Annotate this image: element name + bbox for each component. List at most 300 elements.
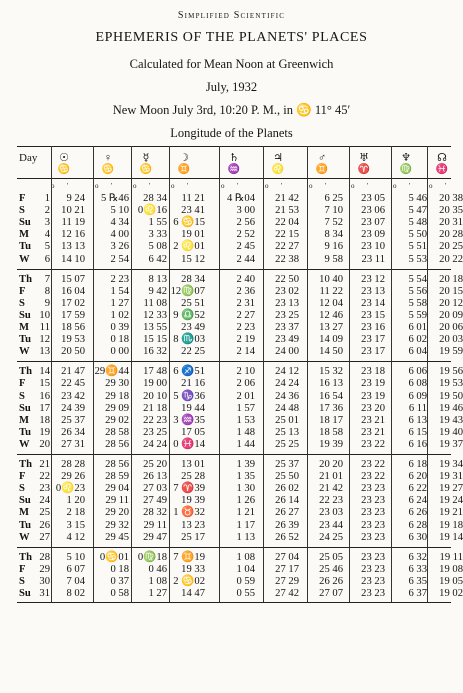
planet-cell: 26 52: [275, 531, 299, 543]
planet-cell: 10 40: [319, 273, 343, 285]
column-header-6: [307, 152, 337, 176]
planet-cell: 6 16: [408, 438, 427, 450]
planet-cell: 18 56: [61, 322, 85, 333]
planet-cell: 26 14: [275, 495, 299, 507]
planet-cell: 28 58: [105, 426, 129, 438]
planet-cell: 0 18: [110, 334, 129, 346]
planet-cell: 23 22: [361, 459, 385, 470]
column-header-3: [169, 152, 199, 176]
planet-cell: 23 49: [275, 334, 299, 346]
planet-cell: 23 03: [319, 507, 343, 519]
planet-cell: 12 33: [143, 309, 167, 321]
planet-cell: 27 03: [143, 483, 167, 495]
planet-cell: 28 32: [143, 507, 167, 519]
zodiac-sign-icon: ♒: [227, 164, 241, 175]
planet-cell: 3 26: [110, 241, 129, 253]
planet-cell: 1 17: [236, 519, 255, 531]
planet-cell: 14 47: [181, 588, 205, 599]
planet-cell: 0 55: [236, 588, 255, 599]
planet-cell: 19 31: [439, 471, 463, 483]
planet-cell: 20 28: [439, 229, 463, 241]
planet-cell: 24 36: [275, 390, 299, 402]
planet-cell: 9 42: [148, 285, 167, 297]
weekday-cell: S: [19, 390, 25, 402]
planet-cell: 6 ♋15: [173, 217, 205, 229]
planet-cell: 19 08: [439, 563, 463, 575]
planet-cell: 12 46: [319, 309, 343, 321]
planet-cell: 6 08: [408, 378, 427, 390]
planet-cell: 26 26: [319, 575, 343, 587]
planet-cell: 1 26: [236, 495, 255, 507]
planet-symbol-icon: ♆: [401, 152, 411, 164]
weekday-cell: Tu: [19, 334, 31, 346]
planet-cell: 29 26: [61, 471, 85, 483]
planet-cell: 27 17: [275, 563, 299, 575]
planet-cell: 6 ♐51: [173, 366, 205, 378]
planet-cell: 22 50: [275, 273, 299, 285]
unit-mark: ': [445, 182, 447, 190]
planet-cell: 22 15: [275, 229, 299, 241]
date-cell: 28: [39, 551, 50, 563]
table-row: [17, 414, 463, 427]
planet-cell: 24 39: [61, 402, 85, 414]
planet-cell: 23 15: [361, 309, 385, 321]
unit-mark: ': [367, 182, 369, 190]
planet-cell: 24 48: [275, 402, 299, 414]
unit-mark: ': [281, 182, 283, 190]
planet-cell: 7 ♈39: [173, 483, 205, 495]
planet-cell: 22 38: [275, 253, 299, 265]
planet-cell: 2 10: [236, 366, 255, 378]
planet-cell: 17 05: [181, 426, 205, 438]
planet-cell: 5 10: [66, 551, 85, 563]
subtitle: Calculated for Mean Noon at Greenwich: [129, 57, 334, 71]
planet-cell: 5 08: [148, 241, 167, 253]
planet-cell: 21 42: [275, 193, 299, 204]
weekday-cell: S: [19, 205, 25, 217]
planet-cell: 11 21: [181, 193, 205, 204]
week-divider: [17, 454, 451, 455]
table-row: [17, 273, 463, 286]
planet-cell: 2 01: [236, 390, 255, 402]
planet-cell: 8 ♏03: [173, 334, 205, 346]
table-row: [17, 551, 463, 564]
planet-cell: 19 21: [439, 507, 463, 519]
date-cell: 24: [39, 495, 50, 507]
zodiac-sign-icon: ♈: [357, 164, 371, 175]
planet-cell: 27 04: [275, 551, 299, 563]
column-header-9: [427, 152, 457, 176]
date-cell: 31: [39, 588, 50, 599]
weekday-cell: F: [19, 471, 26, 483]
date-cell: 26: [39, 519, 50, 531]
planet-cell: 5 59: [408, 309, 427, 321]
planet-cell: 1 04: [236, 563, 255, 575]
planet-cell: 29 04: [105, 483, 129, 495]
weekday-cell: Th: [19, 459, 32, 470]
planet-cell: 28 34: [143, 193, 167, 204]
planet-cell: 4 12: [66, 531, 85, 543]
unit-mark: o: [171, 182, 175, 190]
planet-cell: 8 02: [66, 588, 85, 599]
planet-cell: 25 17: [181, 531, 205, 543]
date-cell: 29: [39, 563, 50, 575]
unit-mark: o: [309, 182, 313, 190]
weekday-cell: Th: [19, 366, 32, 378]
planet-cell: 2 ♋02: [173, 575, 205, 587]
planet-cell: 23 23: [361, 575, 385, 587]
planet-cell: 19 43: [439, 414, 463, 426]
planet-cell: 27 42: [275, 588, 299, 599]
planet-cell: 2 ♌01: [173, 241, 205, 253]
unit-mark: ': [187, 182, 189, 190]
column-header-8: [391, 152, 421, 176]
weekday-cell: Su: [19, 495, 31, 507]
date-cell: 6: [44, 253, 50, 265]
planet-cell: 22 27: [275, 241, 299, 253]
planet-cell: 23 19: [361, 390, 385, 402]
table-row: [17, 563, 463, 576]
table-row: [17, 402, 463, 415]
unit-mark: ': [325, 182, 327, 190]
planet-cell: 22 04: [275, 217, 299, 229]
planet-cell: 29♊44: [94, 366, 129, 378]
table-row: [17, 285, 463, 298]
planet-cell: 28 56: [105, 459, 129, 470]
planet-cell: 5 ♑36: [173, 390, 205, 402]
weekday-cell: S: [19, 483, 25, 495]
planet-cell: 5 46: [408, 193, 427, 204]
table-row: [17, 297, 463, 310]
zodiac-sign-icon: ♊: [177, 164, 191, 175]
planet-cell: 15 15: [143, 334, 167, 346]
planet-cell: 23 25: [275, 309, 299, 321]
planet-cell: 24 24: [143, 438, 167, 450]
planet-cell: 26 27: [275, 507, 299, 519]
planet-cell: 1 35: [236, 471, 255, 483]
planet-cell: 23 23: [361, 495, 385, 507]
planet-cell: 20 12: [439, 297, 463, 309]
planet-cell: 0 58: [110, 588, 129, 599]
table-row: [17, 241, 463, 253]
weekday-cell: M: [19, 507, 29, 519]
planet-cell: 23 22: [361, 471, 385, 483]
planet-cell: 6 20: [408, 471, 427, 483]
planet-cell: 5 56: [408, 285, 427, 297]
planet-cell: 23 17: [361, 334, 385, 346]
planet-cell: 23 16: [361, 322, 385, 333]
planet-cell: 8 13: [148, 273, 167, 285]
planet-cell: 25 01: [275, 414, 299, 426]
planet-cell: 23 11: [361, 253, 385, 265]
planet-cell: 23 20: [361, 402, 385, 414]
planet-cell: 21 53: [275, 205, 299, 217]
planet-cell: 12 04: [319, 297, 343, 309]
planet-cell: 7 52: [324, 217, 343, 229]
table-row: [17, 334, 463, 346]
month-label: July, 1932: [205, 80, 258, 94]
planet-cell: 17 02: [61, 297, 85, 309]
planet-cell: 8 34: [324, 229, 343, 241]
table-row: [17, 471, 463, 483]
planet-cell: 25 50: [275, 471, 299, 483]
planet-cell: 19 37: [439, 438, 463, 450]
planet-cell: 9 16: [324, 241, 343, 253]
date-cell: 3: [44, 217, 50, 229]
planet-cell: 25 13: [275, 426, 299, 438]
planet-cell: 1 53: [236, 414, 255, 426]
column-separator: [51, 146, 52, 602]
column-separator: [427, 146, 428, 602]
planet-cell: 19 39: [319, 438, 343, 450]
planet-cell: 5 10: [110, 205, 129, 217]
planet-cell: 2 27: [236, 309, 255, 321]
planet-cell: 1 27: [148, 588, 167, 599]
planet-cell: 19 33: [181, 563, 205, 575]
unit-mark: ': [237, 182, 239, 190]
planet-cell: 23 23: [361, 531, 385, 543]
planet-cell: 5 ℞46: [100, 193, 129, 204]
planet-cell: 6 22: [408, 483, 427, 495]
planet-cell: 2 44: [236, 253, 255, 265]
table-bottom-rule: [17, 602, 451, 603]
weekday-cell: M: [19, 414, 29, 426]
weekday-cell: S: [19, 297, 25, 309]
planet-cell: 6 42: [148, 253, 167, 265]
date-cell: 17: [39, 402, 50, 414]
unit-mark: o: [351, 182, 355, 190]
planet-cell: 2 18: [66, 507, 85, 519]
planet-cell: 22 23: [319, 495, 343, 507]
planet-cell: 1 54: [110, 285, 129, 297]
planet-cell: 13 01: [181, 459, 205, 470]
planet-cell: 6 32: [408, 551, 427, 563]
date-cell: 1: [44, 193, 50, 204]
planet-cell: 23 23: [361, 588, 385, 599]
column-separator: [307, 146, 308, 602]
planet-cell: 20 25: [439, 241, 463, 253]
planet-cell: 25 37: [61, 414, 85, 426]
planet-cell: 25 46: [319, 563, 343, 575]
day-column-header: Day: [19, 152, 38, 164]
table-row: [17, 483, 463, 495]
planet-cell: 25 37: [275, 459, 299, 470]
table-row: [17, 390, 463, 403]
planet-cell: 23 17: [361, 346, 385, 358]
date-cell: 12: [39, 334, 50, 346]
planet-cell: 6 06: [408, 366, 427, 378]
weekday-cell: Tu: [19, 519, 31, 531]
planet-cell: 19 34: [439, 459, 463, 470]
planet-cell: 10 21: [61, 205, 85, 217]
date-cell: 30: [39, 575, 50, 587]
planet-cell: 13 13: [61, 241, 85, 253]
planet-cell: 23 07: [361, 217, 385, 229]
planet-cell: 6 30: [408, 531, 427, 543]
planet-cell: 23 23: [361, 519, 385, 531]
planet-cell: 1 20: [66, 495, 85, 507]
planet-cell: 25 25: [275, 438, 299, 450]
weekday-cell: Th: [19, 551, 32, 563]
planet-cell: 0 39: [110, 322, 129, 333]
column-header-7: [349, 152, 379, 176]
planet-cell: 26 34: [61, 426, 85, 438]
zodiac-sign-icon: ♋: [139, 164, 153, 175]
planet-cell: 20 20: [319, 459, 343, 470]
planet-cell: 6 37: [408, 588, 427, 599]
planet-cell: 2 52: [236, 229, 255, 241]
planet-cell: 1 48: [236, 426, 255, 438]
table-row: [17, 217, 463, 229]
table-row: [17, 366, 463, 378]
planet-cell: 1 02: [110, 309, 129, 321]
planet-cell: 19 40: [439, 426, 463, 438]
planet-cell: 1 21: [236, 507, 255, 519]
planet-cell: 6 24: [408, 495, 427, 507]
date-cell: 25: [39, 507, 50, 519]
unit-mark: ': [409, 182, 411, 190]
planet-cell: 23 13: [361, 285, 385, 297]
planet-cell: 4 34: [110, 217, 129, 229]
column-header-4: [219, 152, 249, 176]
planet-cell: 19 00: [143, 378, 167, 390]
planet-cell: 5 54: [408, 273, 427, 285]
weekday-cell: Su: [19, 588, 31, 599]
planet-cell: 24 24: [275, 378, 299, 390]
planet-cell: 29 02: [105, 414, 129, 426]
table-row: [17, 309, 463, 322]
page-title: EPHEMERIS OF THE PLANETS' PLACES: [95, 30, 368, 45]
planet-cell: 23 23: [361, 563, 385, 575]
planet-cell: 6 11: [408, 402, 427, 414]
planet-cell: 19 59: [439, 346, 463, 358]
planet-cell: 29 32: [105, 519, 129, 531]
date-cell: 5: [44, 241, 50, 253]
planet-cell: 22 45: [61, 378, 85, 390]
planet-cell: 29 11: [143, 519, 167, 531]
unit-mark: ': [111, 182, 113, 190]
planet-cell: 27 07: [319, 588, 343, 599]
planet-cell: 5 47: [408, 205, 427, 217]
table-row: [17, 575, 463, 588]
planet-cell: 5 58: [408, 297, 427, 309]
planet-cell: 3 15: [66, 519, 85, 531]
planet-cell: 0 46: [148, 563, 167, 575]
planet-cell: 2 45: [236, 241, 255, 253]
planet-cell: 1 44: [236, 438, 255, 450]
planet-cell: 19 14: [439, 531, 463, 543]
zodiac-sign-icon: ♍: [399, 164, 413, 175]
unit-mark: o: [393, 182, 397, 190]
weekday-cell: F: [19, 378, 26, 390]
planet-cell: 23 23: [361, 551, 385, 563]
column-separator: [131, 146, 132, 602]
planet-cell: 20 06: [439, 322, 463, 333]
planet-cell: 2 31: [236, 297, 255, 309]
planet-cell: 17 48: [143, 366, 167, 378]
weekday-cell: Tu: [19, 426, 31, 438]
planet-cell: 23 42: [61, 390, 85, 402]
weekday-cell: S: [19, 575, 25, 587]
planet-cell: 21 16: [181, 378, 205, 390]
planet-cell: 0 18: [110, 563, 129, 575]
planet-cell: 21 01: [319, 471, 343, 483]
table-row: [17, 229, 463, 241]
column-header-1: [93, 152, 123, 176]
planet-cell: 13 55: [143, 322, 167, 333]
planet-cell: 28 34: [181, 273, 205, 285]
planet-cell: 1 30: [236, 483, 255, 495]
planet-symbol-icon: ♄: [229, 152, 239, 164]
planet-cell: 23 13: [275, 297, 299, 309]
date-cell: 9: [44, 297, 50, 309]
planet-cell: 1 57: [236, 402, 255, 414]
weekday-cell: F: [19, 193, 26, 204]
planet-cell: 24 25: [319, 531, 343, 543]
planet-cell: 5 50: [408, 229, 427, 241]
table-row: [17, 495, 463, 507]
planet-cell: 25 28: [181, 471, 205, 483]
planet-cell: 19 39: [181, 495, 205, 507]
planet-cell: 17 59: [61, 309, 85, 321]
planet-cell: 6 07: [66, 563, 85, 575]
table-row: [17, 426, 463, 439]
planet-cell: 23 49: [181, 322, 205, 333]
table-row: [17, 459, 463, 471]
planet-cell: 20 22: [439, 253, 463, 265]
planet-cell: 23 21: [361, 414, 385, 426]
planet-cell: 2 56: [236, 217, 255, 229]
date-cell: 27: [39, 531, 50, 543]
planet-cell: 29 20: [105, 507, 129, 519]
date-cell: 11: [39, 322, 50, 333]
unit-mark: o: [133, 182, 137, 190]
planet-cell: 2 40: [236, 273, 255, 285]
table-header-rule: [17, 178, 451, 179]
planet-cell: 19 56: [439, 366, 463, 378]
planet-cell: 1 ♉32: [173, 507, 205, 519]
table-row: [17, 378, 463, 390]
planet-cell: 9 58: [324, 253, 343, 265]
planet-cell: 6 35: [408, 575, 427, 587]
unit-mark: o: [265, 182, 269, 190]
planet-cell: 15 07: [61, 273, 85, 285]
date-cell: 23: [39, 483, 50, 495]
planet-cell: 12 16: [61, 229, 85, 241]
planet-cell: 16 32: [143, 346, 167, 358]
planet-symbol-icon: ☊: [437, 152, 447, 164]
planet-cell: 0♍18: [137, 551, 167, 563]
planet-cell: 0 00: [110, 346, 129, 358]
planet-cell: 26 13: [143, 471, 167, 483]
weekday-cell: F: [19, 563, 26, 575]
table-row: [17, 346, 463, 358]
planet-cell: 7 ♊19: [173, 551, 205, 563]
planet-cell: 21 18: [143, 402, 167, 414]
planet-cell: 13 27: [319, 322, 343, 333]
weekday-cell: F: [19, 285, 26, 297]
planet-cell: 20 50: [61, 346, 85, 358]
planet-cell: 16 54: [319, 390, 343, 402]
planet-cell: 23 05: [361, 193, 385, 204]
planet-cell: 6 26: [408, 507, 427, 519]
unit-mark: o: [95, 182, 99, 190]
column-separator: [93, 146, 94, 602]
planet-cell: 3 33: [148, 229, 167, 241]
planet-cell: 27 49: [143, 495, 167, 507]
zodiac-sign-icon: ♌: [271, 164, 285, 175]
zodiac-sign-icon: ♊: [315, 164, 329, 175]
